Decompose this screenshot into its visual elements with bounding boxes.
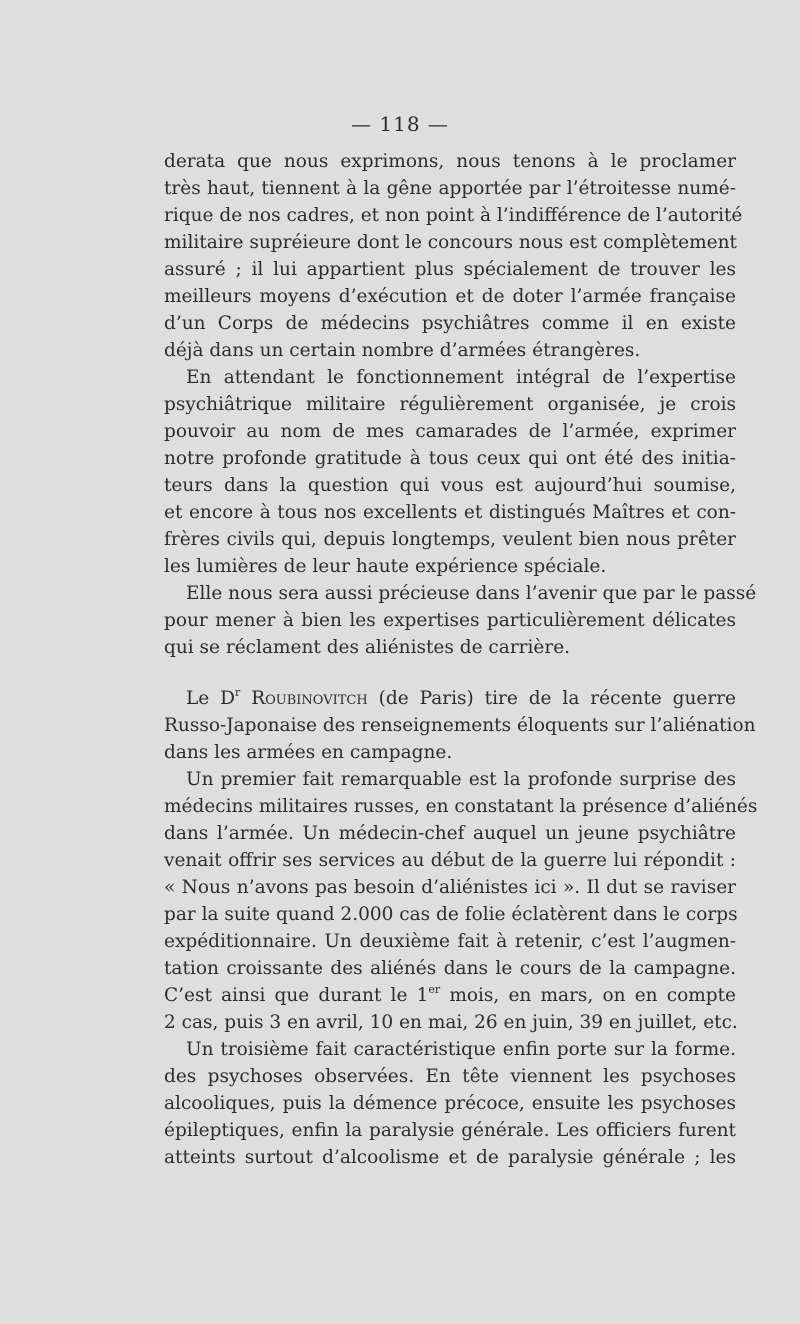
text-line: Un premier fait remarquable est la profonde surprise des <box>186 769 736 790</box>
text-line: atteints surtout d’alcoolisme et de paralysie générale ; les <box>164 1147 736 1168</box>
text-line: Russo-Japonaise des renseignements éloquents sur l’aliénation <box>164 715 756 736</box>
text-line: dans les armées en campagne. <box>164 742 453 763</box>
superscript: er <box>428 983 441 996</box>
author-name: Roubinovitch <box>251 688 368 709</box>
text-line: venait offrir ses services au début de la guerre lui répondit : <box>164 850 736 871</box>
text-line: épileptiques, enfin la paralysie générale. Les officiers furent <box>164 1120 736 1141</box>
text-line: derata que nous exprimons, nous tenons à le proclamer <box>164 151 736 172</box>
text-line: notre profonde gratitude à tous ceux qui ont été des initia- <box>164 448 736 469</box>
text-line <box>164 982 736 1009</box>
text-line: teurs dans la question qui vous est aujourd’hui soumise, <box>164 475 736 496</box>
text-line: les lumières de leur haute expérience spéciale. <box>164 556 607 577</box>
text-line: psychiâtrique militaire régulièrement organisée, je crois <box>164 394 736 415</box>
paragraph-gap <box>164 661 736 685</box>
text-line: militaire supréieure dont le concours nous est complètement <box>164 232 737 253</box>
text-line: des psychoses observées. En tête viennent les psychoses <box>164 1066 736 1087</box>
text-line: frères civils qui, depuis longtemps, veulent bien nous prêter <box>164 529 736 550</box>
text-line: médecins militaires russes, en constatant la présence d’aliénés <box>164 796 758 817</box>
text-line: expéditionnaire. Un deuxième fait à retenir, c’est l’augmen- <box>164 931 736 952</box>
superscript: r <box>235 686 241 699</box>
text-line: et encore à tous nos excellents et distingués Maîtres et con- <box>164 502 736 523</box>
text-run: mois, en mars, on en compte <box>440 985 736 1006</box>
body-text <box>164 148 758 1171</box>
text-line: qui se réclament des aliénistes de carrière. <box>164 637 571 658</box>
text-line: En attendant le fonctionnement intégral de l’expertise <box>186 367 736 388</box>
text-line: 2 cas, puis 3 en avril, 10 en mai, 26 en juin, 39 en juillet, etc. <box>164 1012 738 1033</box>
text-line: dans l’armée. Un médecin-chef auquel un jeune psychiâtre <box>164 823 736 844</box>
text-line <box>164 685 736 712</box>
text-line: déjà dans un certain nombre d’armées étrangères. <box>164 340 641 361</box>
text-line: par la suite quand 2.000 cas de folie éclatèrent dans le corps <box>164 904 738 925</box>
text-line: d’un Corps de médecins psychiâtres comme il en existe <box>164 313 736 334</box>
text-line: meilleurs moyens d’exécution et de doter l’armée française <box>164 286 736 307</box>
text-line: pour mener à bien les expertises particulièrement délicates <box>164 610 736 631</box>
page-number: — 118 — <box>351 112 449 136</box>
text-line: très haut, tiennent à la gêne apportée par l’étroitesse numé- <box>164 178 736 199</box>
text-line: rique de nos cadres, et non point à l’indifférence de l’autorité <box>164 205 743 226</box>
text-line: assuré ; il lui appartient plus spécialement de trouver les <box>164 259 736 280</box>
text-line: « Nous n’avons pas besoin d’aliénistes ici ». Il dut se raviser <box>164 877 736 898</box>
text-line: tation croissante des aliénés dans le cours de la campagne. <box>164 958 736 979</box>
text-run: Le D <box>186 688 235 709</box>
text-line: Elle nous sera aussi précieuse dans l’avenir que par le passé <box>186 583 757 604</box>
text-line: pouvoir au nom de mes camarades de l’armée, exprimer <box>164 421 736 442</box>
text-line: Un troisième fait caractéristique enfin porte sur la forme. <box>186 1039 736 1060</box>
text-line: alcooliques, puis la démence précoce, ensuite les psychoses <box>164 1093 736 1114</box>
text-run: (de Paris) tire de la récente guerre <box>367 688 736 709</box>
text-run: C’est ainsi que durant le 1 <box>164 985 429 1006</box>
